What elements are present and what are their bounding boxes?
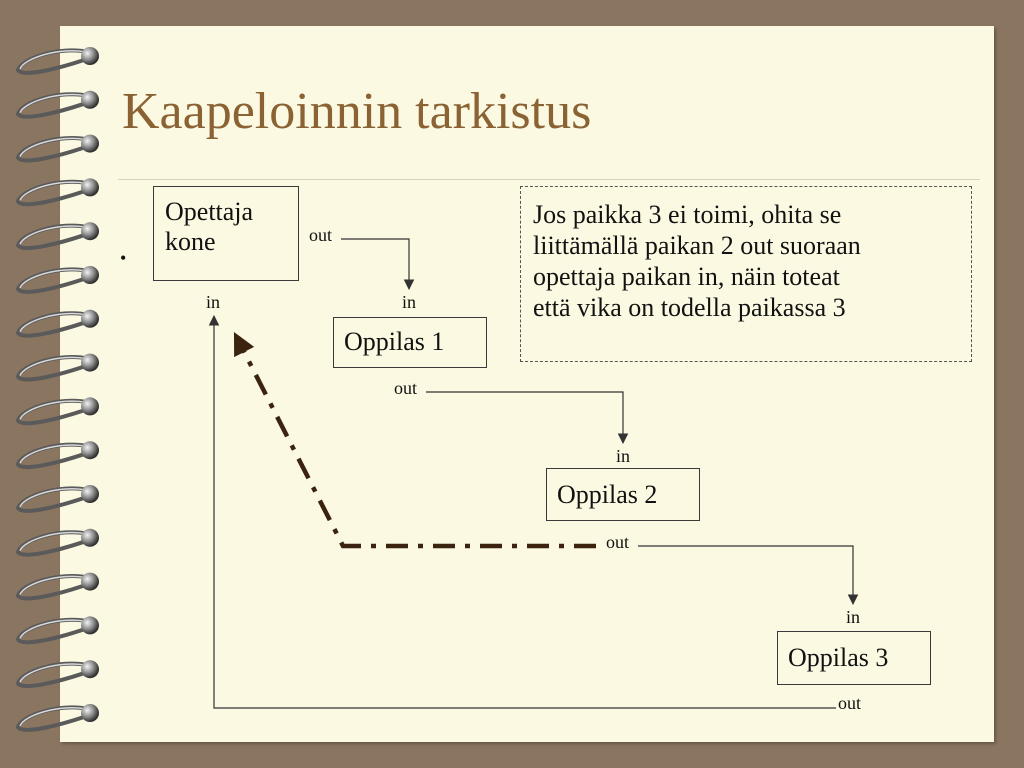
oppilas3-box — [777, 631, 931, 685]
cable-oppilas1-to-oppilas2 — [426, 392, 623, 443]
note-line-4: että vika on todella paikassa 3 — [533, 293, 846, 322]
slide-title: Kaapeloinnin tarkistus — [122, 83, 592, 140]
note-line-3: opettaja paikan in, näin toteat — [533, 262, 840, 291]
oppilas1-out-label: out — [394, 378, 418, 398]
teacher-out-label: out — [309, 225, 333, 245]
oppilas3-out-label: out — [838, 693, 862, 713]
oppilas3-label: Oppilas 3 — [788, 643, 889, 672]
oppilas3-in-label: in — [846, 607, 861, 627]
oppilas1-box — [333, 317, 487, 368]
oppilas2-label: Oppilas 2 — [557, 480, 658, 509]
oppilas2-box — [546, 468, 700, 521]
note-line-1: Jos paikka 3 ei toimi, ohita se — [533, 200, 842, 229]
bullet-mark: • — [120, 248, 127, 268]
note-line-2: liittämällä paikan 2 out suoraan — [533, 231, 861, 260]
teacher-computer-box — [153, 186, 299, 281]
oppilas1-label: Oppilas 1 — [344, 327, 445, 356]
cable-oppilas3-to-teacher — [214, 316, 836, 708]
teacher-label-line1: Opettaja — [165, 197, 254, 226]
oppilas1-in-label: in — [402, 292, 417, 312]
bypass-instruction-note — [520, 186, 972, 362]
cable-oppilas2-to-oppilas3 — [638, 546, 853, 604]
teacher-in-label: in — [206, 292, 221, 312]
cable-teacher-to-oppilas1 — [341, 239, 409, 289]
oppilas2-in-label: in — [616, 446, 631, 466]
oppilas2-out-label: out — [606, 532, 630, 552]
teacher-label-line2: kone — [165, 227, 216, 256]
